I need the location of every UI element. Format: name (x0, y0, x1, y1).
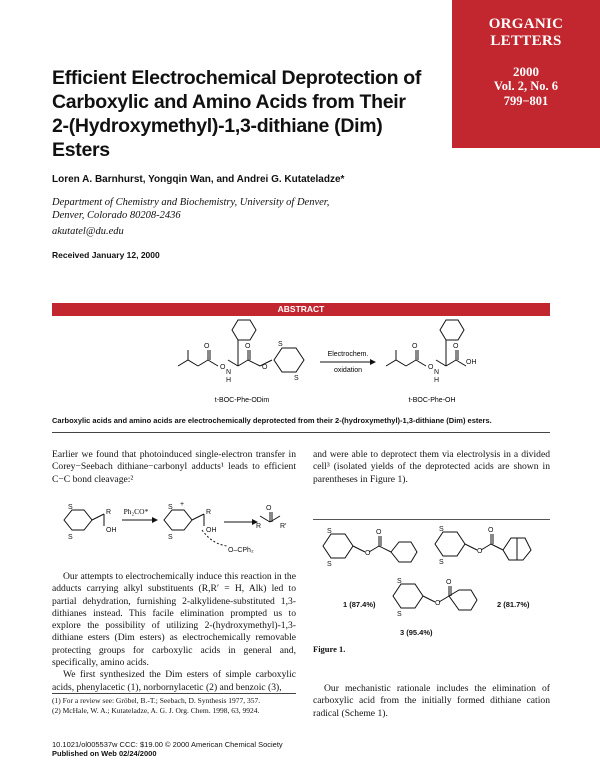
svg-text:R: R (206, 509, 212, 516)
received-date: Received January 12, 2000 (52, 250, 160, 260)
svg-text:H: H (434, 377, 440, 384)
body-paragraph: Our mechanistic rationale includes the elimination of carboxylic acid from the initially formed dithiane cation radical (Scheme 1). (313, 683, 550, 719)
title-line: Efficient Electrochemical Deprotection of (52, 67, 422, 89)
tboc-phe-odim-structure (178, 320, 304, 372)
svg-text:+: + (180, 501, 185, 508)
svg-text:S: S (439, 526, 444, 533)
footnote-2: (2) McHale, W. A.; Kutateladze, A. G. J. Org. Chem. 1998, 63, 9924. (52, 706, 260, 715)
body-paragraph: Our attempts to electrochemically induce this reaction in the adducts carrying alkyl substituents (R,R′ = H, Alk) led to partial dehydration, furnishing 2-alkylidene-substituted 1,3-dithianes instead. This facile elimination prompted us to explore the possibility of utilizing 2-(hydroxymethyl)-1,3-dithiane esters (Dim esters) as electrochemically removable protecting groups for carboxylic acids in general and, specifically, amino acids. (52, 571, 296, 669)
doi-line: 10.1021/ol005537w CCC: $19.00 © 2000 American Chemical Society (52, 740, 283, 749)
svg-text:S: S (327, 561, 332, 568)
publication-info (52, 740, 283, 758)
svg-text:N: N (226, 369, 232, 376)
footnotes (52, 696, 296, 716)
author-list: Loren A. Barnhurst, Yongqin Wan, and Andrei G. Kutateladze* (52, 174, 345, 185)
scheme-photocleavage (52, 500, 296, 560)
compound1-phenyl (391, 542, 417, 562)
body-paragraph: Earlier we found that photoinduced single-electron transfer in Corey−Seebach dithiane−carbonyl adducts¹ leads to efficient C−C bond cleavage:² (52, 449, 296, 485)
svg-text:OH: OH (466, 359, 477, 366)
abstract-header: ABSTRACT (52, 303, 550, 316)
abstract-divider (52, 432, 550, 433)
journal-badge (452, 0, 600, 148)
title-line: 2-(Hydroxymethyl)-1,3-dithiane (Dim) (52, 115, 383, 137)
svg-text:N: N (434, 369, 440, 376)
abstract-atom-labels (204, 341, 299, 384)
journal-volume: Vol. 2, No. 6 (493, 79, 559, 93)
svg-text:OH: OH (206, 527, 217, 534)
footnote-1: (1) For a review see: Gröbel, B.-T.; Seebach, D. Synthesis 1977, 357. (52, 696, 261, 705)
svg-text:OH: OH (106, 527, 117, 534)
reactant-label: t-BOC-Phe-ODim (214, 397, 270, 404)
svg-text:O: O (266, 505, 272, 512)
svg-text:R: R (106, 509, 112, 516)
journal-pages: 799−801 (503, 94, 549, 108)
svg-text:O: O (428, 364, 434, 371)
compound3-dithiane (393, 584, 423, 608)
svg-text:R: R (256, 523, 262, 530)
svg-text:S: S (327, 528, 332, 535)
figure-caption: Figure 1. (313, 644, 346, 654)
abstract-reaction-scheme (52, 318, 550, 414)
svg-text:S: S (439, 559, 444, 566)
compound3-phenyl (449, 590, 477, 610)
svg-text:O: O (435, 600, 441, 607)
svg-text:O: O (477, 548, 483, 555)
svg-text:S: S (397, 611, 402, 618)
svg-text:S: S (397, 578, 402, 585)
journal-year: 2000 (513, 64, 539, 79)
figure-1-structures (313, 524, 550, 640)
title-line: Carboxylic and Amino Acids from Their (52, 91, 406, 113)
body-paragraph: We first synthesized the Dim esters of simple carboxylic acids, phenylacetic (1), norbornylacetic (2) and benzoic (3), (52, 669, 296, 693)
article-title (52, 66, 422, 162)
journal-name-line2: LETTERS (490, 33, 562, 49)
compound-1-label: 1 (87.4%) (343, 600, 376, 609)
svg-text:O: O (220, 364, 226, 371)
abstract-text: Carboxylic acids and amino acids are electrochemically deprotected from their 2-(hydroxymethyl)-1,3-dithiane (Dim) esters. (52, 416, 492, 425)
dithiane-ring-1 (64, 510, 92, 530)
svg-text:S: S (168, 534, 173, 541)
product-label: t-BOC-Phe-OH (408, 397, 456, 404)
compound2-dithiane (435, 532, 465, 556)
svg-text:H: H (226, 377, 232, 384)
svg-text:S: S (294, 375, 299, 382)
affiliation-line: Denver, Colorado 80208-2436 (52, 210, 181, 221)
svg-text:O: O (245, 343, 251, 350)
author-email[interactable]: akutatel@du.edu (52, 226, 124, 237)
svg-text:O: O (446, 579, 452, 586)
reaction-arrowhead (370, 359, 376, 365)
svg-text:O: O (365, 550, 371, 557)
svg-text:O: O (488, 527, 494, 534)
arrow-label-top: Electrochem. (327, 351, 369, 358)
svg-text:O: O (204, 343, 210, 350)
arrow-label-bottom: oxidation (333, 367, 363, 374)
svg-text:O: O (376, 529, 382, 536)
svg-text:O: O (453, 343, 459, 350)
compound1-dithiane (323, 534, 353, 558)
dithiane-ring-2 (164, 510, 192, 530)
publish-date: Published on Web 02/24/2000 (52, 749, 157, 758)
figure-top-divider (313, 519, 550, 520)
journal-name-line1: ORGANIC (488, 16, 564, 32)
svg-text:S: S (68, 534, 73, 541)
svg-text:O–CPh₂: O–CPh₂ (228, 547, 254, 554)
svg-text:O: O (412, 343, 418, 350)
compound-3-label: 3 (95.4%) (400, 628, 433, 637)
svg-text:R′: R′ (280, 523, 287, 530)
svg-text:S: S (278, 341, 283, 348)
affiliation-line: Department of Chemistry and Biochemistry, University of Denver, (52, 197, 330, 208)
svg-text:S: S (68, 504, 73, 511)
footnote-divider (52, 693, 296, 694)
affiliation (52, 196, 352, 222)
title-line: Esters (52, 139, 110, 161)
svg-text:O: O (262, 364, 268, 371)
body-text-left (52, 571, 296, 694)
svg-text:S: S (168, 504, 173, 511)
body-paragraph: and were able to deprotect them via electrolysis in a divided cell³ (isolated yields of the deprotected acids are shown in parentheses in Figure 1). (313, 449, 550, 485)
scheme-reagent: Ph₂CO* (123, 507, 149, 516)
compound-2-label: 2 (81.7%) (497, 600, 530, 609)
